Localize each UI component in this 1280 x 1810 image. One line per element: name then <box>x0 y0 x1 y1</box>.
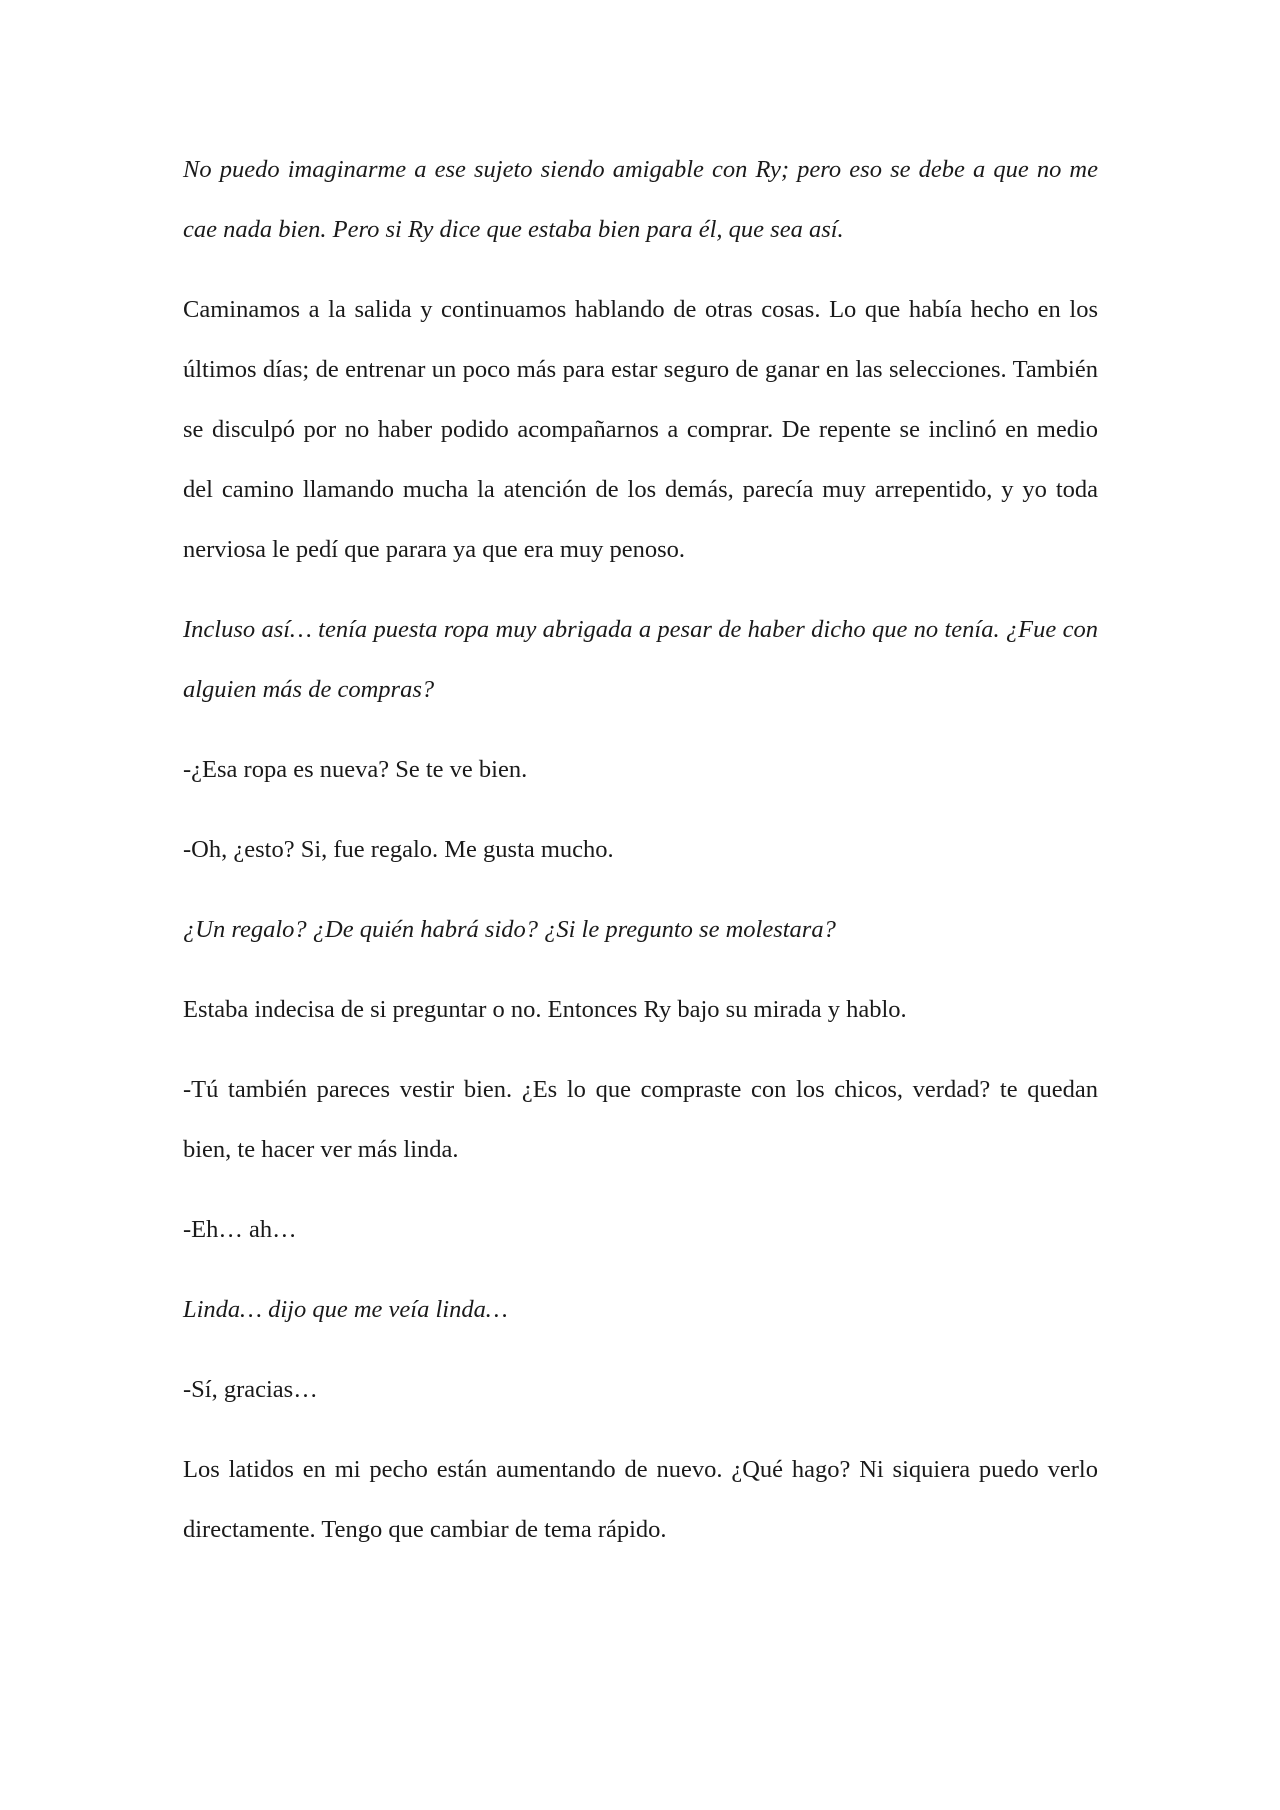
paragraph-narration-3: Los latidos en mi pecho están aumentando de nuevo. ¿Qué hago? Ni siquiera puedo verlo directamente. Tengo que cambiar de tema rápido. <box>183 1456 1098 1543</box>
paragraph-dialogue-3: -Tú también pareces vestir bien. ¿Es lo que compraste con los chicos, verdad? te quedan bien, te hacer ver más linda. <box>183 1076 1098 1163</box>
paragraph-inner-thought-4: Linda… dijo que me veía linda… <box>183 1296 508 1323</box>
document-body <box>183 140 1098 1560</box>
paragraph-inner-thought-2: Incluso así… tenía puesta ropa muy abrigada a pesar de haber dicho que no tenía. ¿Fue con alguien más de compras? <box>183 616 1098 703</box>
paragraph-inner-thought-3: ¿Un regalo? ¿De quién habrá sido? ¿Si le pregunto se molestara? <box>183 916 836 943</box>
paragraph-narration-2: Estaba indecisa de si preguntar o no. Entonces Ry bajo su mirada y hablo. <box>183 996 907 1023</box>
paragraph-inner-thought-1: No puedo imaginarme a ese sujeto siendo amigable con Ry; pero eso se debe a que no me cae nada bien. Pero si Ry dice que estaba bien para él, que sea así. <box>183 156 1098 243</box>
paragraph-dialogue-1: -¿Esa ropa es nueva? Se te ve bien. <box>183 756 528 783</box>
paragraph-dialogue-2: -Oh, ¿esto? Si, fue regalo. Me gusta mucho. <box>183 836 614 863</box>
paragraph-dialogue-4: -Eh… ah… <box>183 1216 297 1243</box>
paragraph-narration-1: Caminamos a la salida y continuamos hablando de otras cosas. Lo que había hecho en los últimos días; de entrenar un poco más para estar seguro de ganar en las selecciones. También se disculpó por no haber podido acompañarnos a comprar. De repente se inclinó en medio del camino llamando mucha la atención de los demás, parecía muy arrepentido, y yo toda nerviosa le pedí que parara ya que era muy penoso. <box>183 296 1098 563</box>
paragraph-dialogue-5: -Sí, gracias… <box>183 1376 318 1403</box>
